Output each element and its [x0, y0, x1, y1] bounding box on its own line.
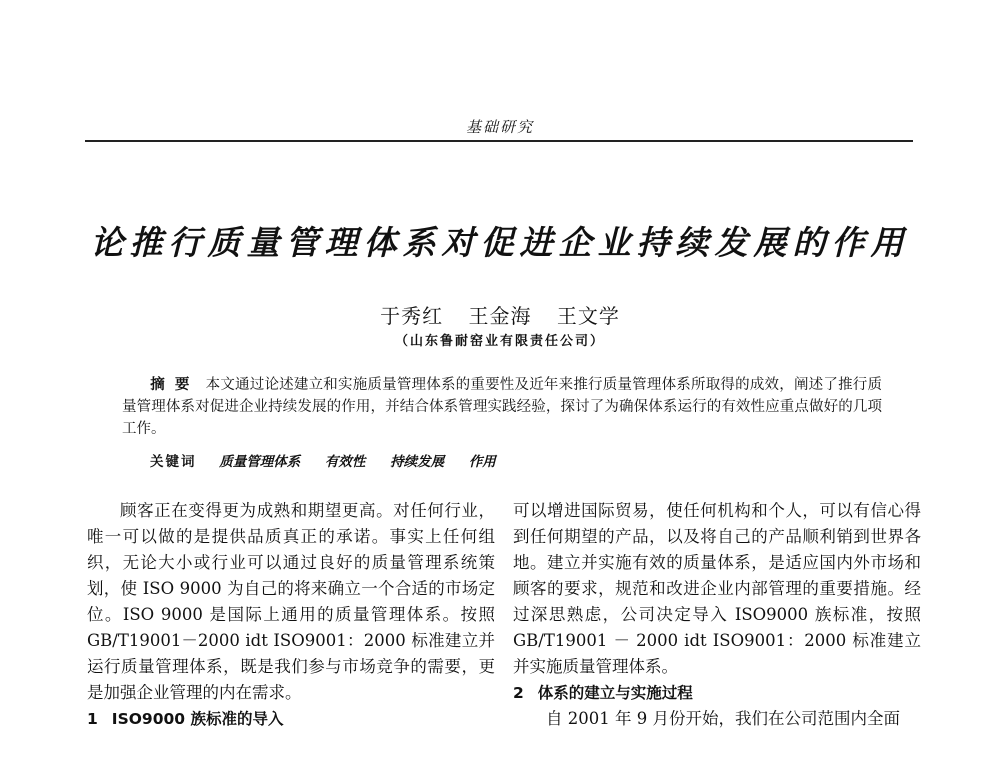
keyword: 有效性	[324, 454, 366, 470]
body-paragraph: 可以增进国际贸易，使任何机构和个人，可以有信心得到任何期望的产品，以及将自己的产品顺利销到世界各地。建立并实施有效的质量体系，是适应国内外市场和顾客的要求，规范和改进企业内部管理的重要措施。经过深思熟虑，公司决定导入 ISO9000 族标准，按照 GB/T19001 － 2000 idt ISO9001：2000 标准建立并实施质量管理体系。	[513, 501, 921, 676]
section-heading	[513, 680, 921, 706]
body-paragraph: 自 2001 年 9 月份开始，我们在公司范围内全面	[546, 709, 900, 728]
author-name: 于秀红	[380, 304, 444, 328]
paper-title: 论推行质量管理体系对促进企业持续发展的作用	[90, 223, 910, 262]
body-column-left	[87, 498, 495, 732]
author-name: 王文学	[556, 304, 620, 328]
author-name: 王金海	[468, 304, 532, 328]
keyword: 持续发展	[390, 454, 445, 470]
affiliation: （山东鲁耐窑业有限责任公司）	[394, 334, 605, 349]
keywords-label: 关键词	[150, 454, 197, 470]
body-paragraph: 顾客正在变得更为成熟和期望更高。对任何行业，唯一可以做的是提供品质真正的承诺。事实上任何组织，无论大小或行业可以通过良好的质量管理系统策划，使 ISO 9000 为自己的将来确立一个合适的市场定位。ISO 9000 是国际上通用的质量管理体系。按照 GB/T19001－2000 idt ISO9001：2000 标准建立并运行质量管理体系，既是我们参与市场竞争的需要，更是加强企业管理的内在需求。	[87, 501, 495, 702]
body-column-right	[513, 498, 921, 732]
section-title: 体系的建立与实施过程	[537, 684, 693, 702]
abstract-text: 本文通过论述建立和实施质量管理体系的重要性及近年来推行质量管理体系所取得的成效，阐述了推行质量管理体系对促进企业持续发展的作用，并结合体系管理实践经验，探讨了为确保体系运行的有效性应重点做好的几项工作。	[122, 377, 882, 437]
abstract-label: 摘要	[150, 376, 200, 393]
author-list	[0, 300, 1000, 329]
keyword: 作用	[468, 454, 496, 470]
keyword: 质量管理体系	[219, 454, 301, 470]
header-rule	[85, 140, 913, 142]
abstract	[122, 374, 882, 440]
running-header: 基础研究	[465, 118, 534, 136]
section-number: 2	[513, 684, 524, 702]
section-number: 1	[87, 710, 98, 728]
keywords	[150, 450, 516, 470]
section-heading	[87, 706, 495, 732]
section-title: ISO9000 族标准的导入	[111, 710, 284, 728]
